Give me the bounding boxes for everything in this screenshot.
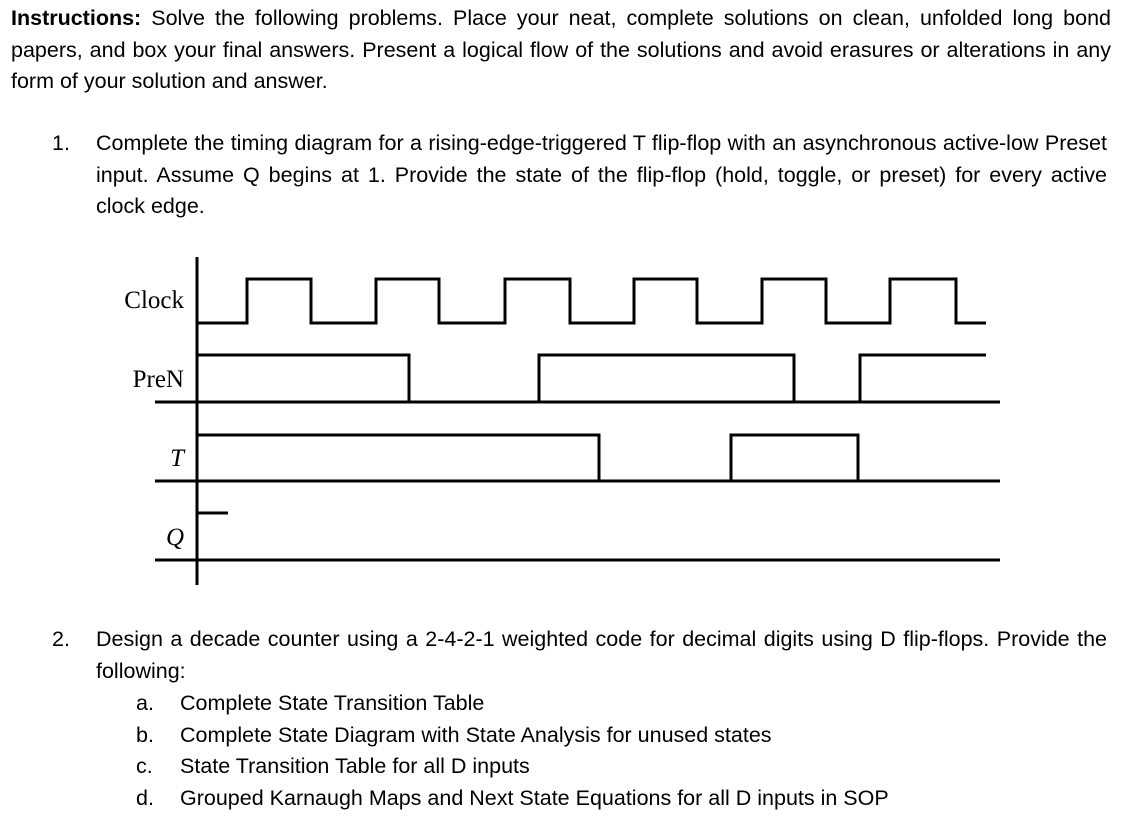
clock-waveform [197,279,986,323]
clock-label: Clock [124,287,184,314]
pren-label: PreN [132,366,184,393]
list-item-text: Complete State Transition Table [180,691,485,715]
list-item-letter: d. [136,785,154,810]
problem-2 [52,624,1107,687]
list-item [136,688,889,720]
t-waveform [197,435,1000,481]
list-item-letter: c. [136,754,153,778]
pren-waveform [197,355,986,402]
t-label: T [170,445,184,472]
problem-2-text: Design a decade counter using a 2-4-2-1 weighted code for decimal digits using D flip-flops. Provide the following: [96,627,1107,683]
problem-2-subitems [136,688,889,814]
list-item-text: Complete State Diagram with State Analysis for unused states [180,722,772,747]
problem-1-text: Complete the timing diagram for a rising-edge-triggered T flip-flop with an asynchronous active-low Preset input. Assume Q begins at 1. Provide the state of the flip-flop (hold, toggle, or preset) for every active clock edge. [96,131,1107,218]
problem-1-number: 1. [52,131,70,155]
list-item-letter: a. [136,691,154,715]
instructions-text: Solve the following problems. Place your neat, complete solutions on clean, unfolded long bond papers, and box your final answers. Present a logical flow of the solutions and avoid erasures or alterations in any form of your solution and answer. [11,6,1111,93]
list-item [136,751,889,783]
list-item-letter: b. [136,722,154,747]
list-item-text: State Transition Table for all D inputs [180,754,530,778]
list-item [136,720,889,752]
list-item [136,783,889,815]
problem-2-number: 2. [52,627,70,651]
list-item-text: Grouped Karnaugh Maps and Next State Equations for all D inputs in SOP [180,785,889,810]
q-label: Q [165,524,184,551]
instructions-label: Instructions: [11,6,142,30]
